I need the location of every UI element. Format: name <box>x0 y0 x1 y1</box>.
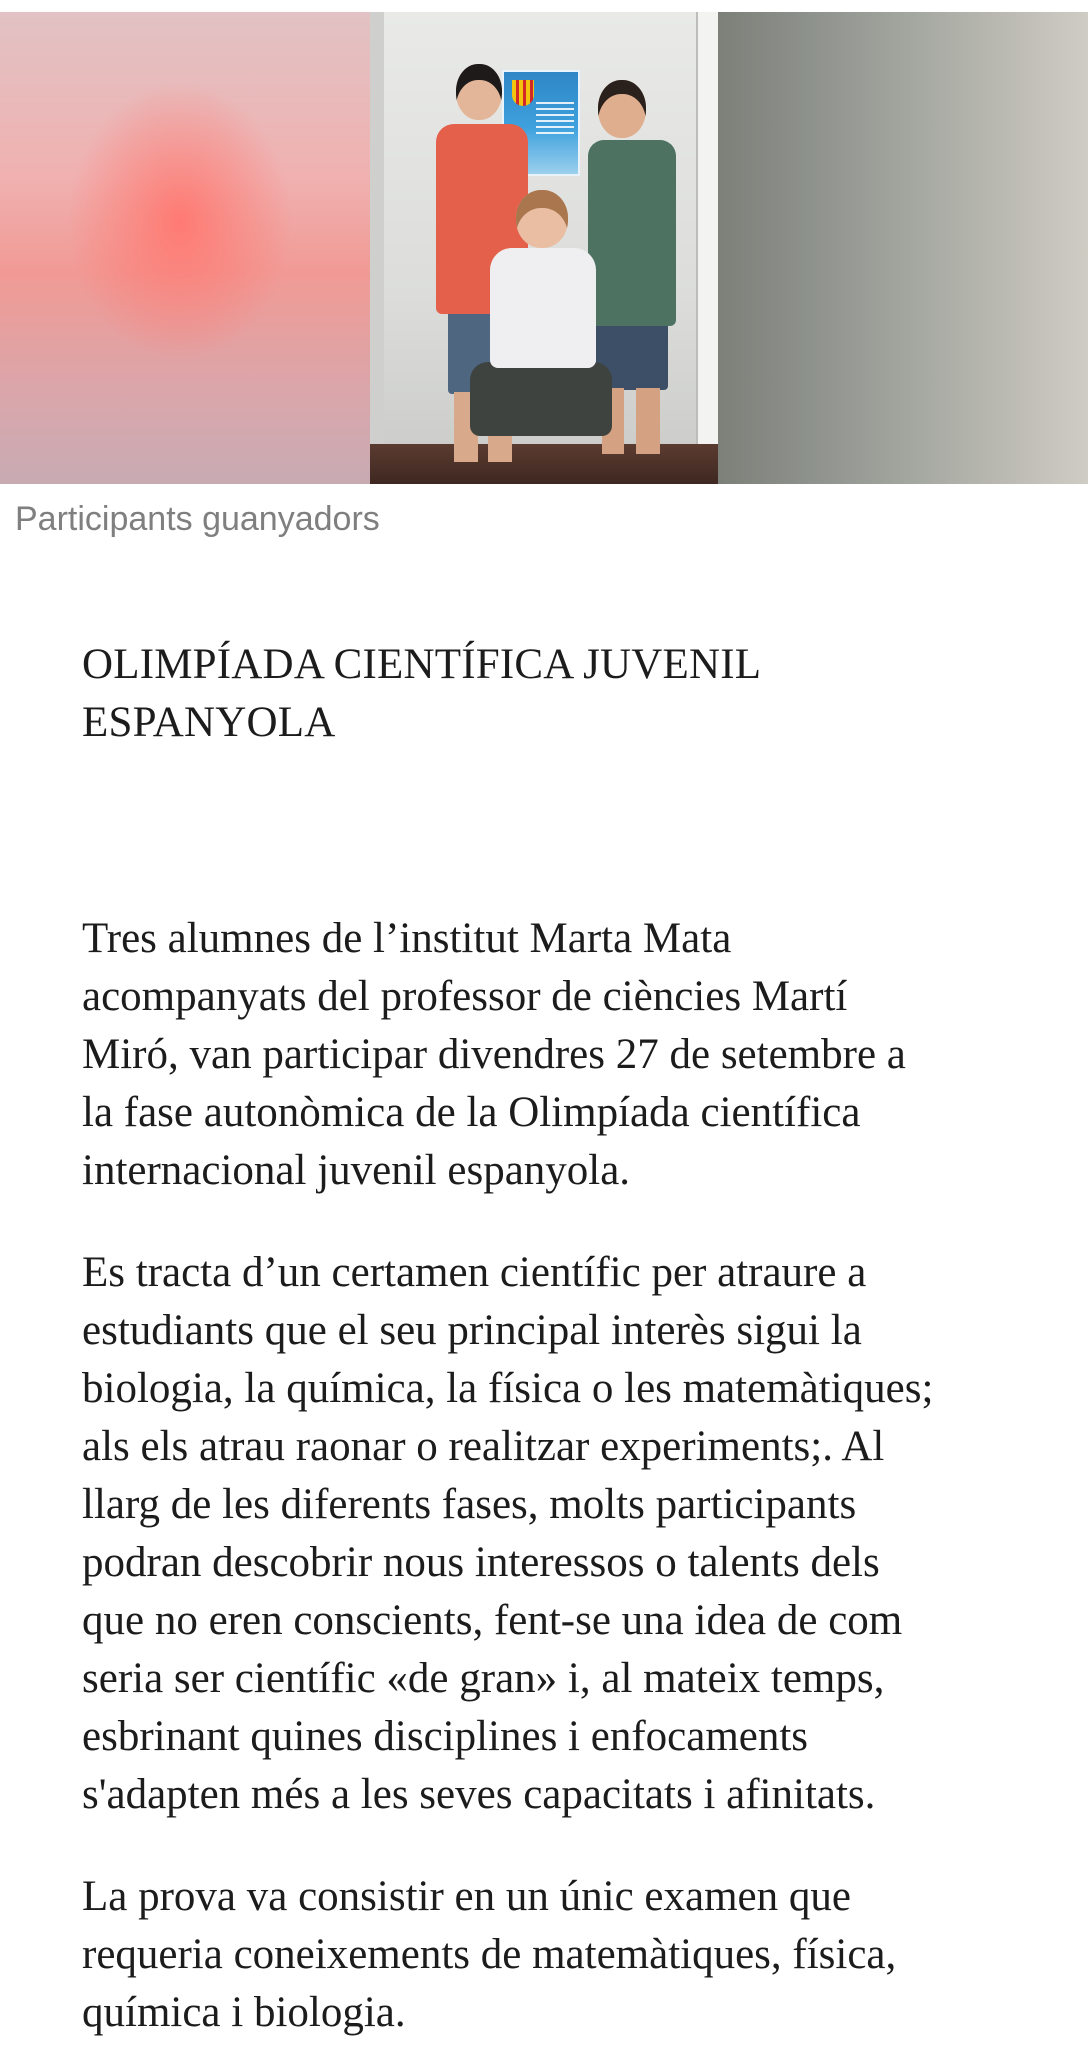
hero-image <box>0 12 1088 484</box>
door-frame <box>370 12 384 484</box>
floor <box>370 444 718 484</box>
blurred-background-left <box>0 12 370 484</box>
student-right-head <box>598 80 646 138</box>
student-middle-legs <box>470 362 612 436</box>
article-paragraph-2: Es tracta d’un certamen científic per atraure a estudiants que el seu principal interès sigui la biologia, la química, la física o les matemàtiques; als els atrau raonar o realitzar experiments;. Al llarg de les diferents fases, molts participants podran descobrir nous interessos o talents dels que no eren conscients, fent-se una idea de com seria ser científic «de gran» i, al mateix temps, esbrinant quines disciplines i enfocaments s'adapten més a les seves capacitats i afinitats. <box>82 1249 934 1818</box>
student-middle-head <box>516 190 568 248</box>
student-right-body <box>588 140 676 326</box>
participants-photo[interactable] <box>370 12 718 484</box>
article-paragraph-3: La prova va consistir en un únic examen que requeria coneixements de matemàtiques, física, química i biologia. <box>82 1873 897 2036</box>
poster-text-graphic <box>536 102 574 136</box>
flag-icon <box>512 80 534 106</box>
student-middle-body <box>490 248 596 368</box>
door <box>696 12 718 484</box>
image-caption: Participants guanyadors <box>15 500 380 538</box>
blurred-background-right <box>718 12 1088 484</box>
article-paragraph-1: Tres alumnes de l’institut Marta Mata acompanyats del professor de ciències Martí Miró, van participar divendres 27 de setembre a la fase autonòmica de la Olimpíada científica internacional juvenil espanyola. <box>82 915 906 1194</box>
student-left-head <box>456 64 502 120</box>
article-body <box>82 636 1062 2042</box>
article-heading: OLIMPÍADA CIENTÍFICA JUVENIL ESPANYOLA <box>82 641 762 746</box>
